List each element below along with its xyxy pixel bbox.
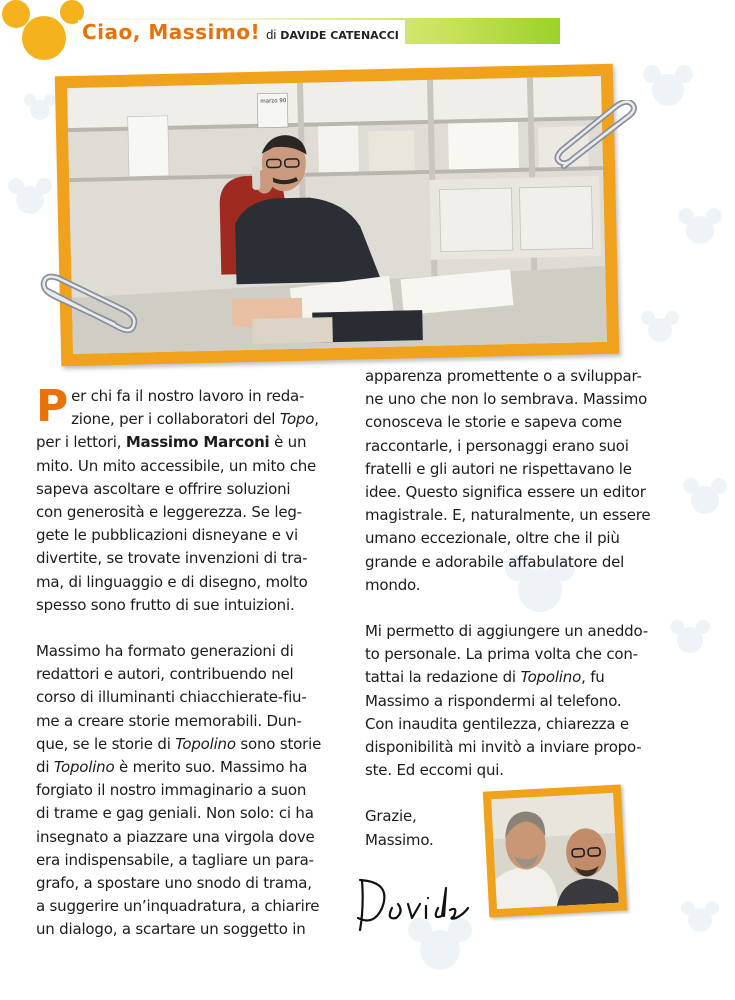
text-line: un dialogo, a scartare un soggetto in — [36, 920, 306, 939]
drop-cap: P — [36, 381, 69, 432]
text-line: forgiato il nostro immaginario a suon — [36, 781, 307, 800]
mickey-logo-icon — [0, 0, 90, 60]
text-line: grafo, a spostare uno snodo di trama, — [36, 874, 312, 893]
byline-prefix: di — [266, 27, 277, 42]
text-line: zione, per i collaboratori del Topo, — [71, 410, 319, 429]
office-photo-illustration — [67, 76, 607, 354]
text-line: idee. Questo significa essere un editor — [365, 483, 646, 502]
text-line: ste. Ed eccomi qui. — [365, 761, 504, 780]
paperclip-left-icon — [38, 272, 138, 342]
portrait-photo-frame — [483, 784, 627, 917]
text-line: Con inaudita gentilezza, chiarezza e — [365, 714, 629, 733]
byline-author: DAVIDE CATENACCI — [280, 29, 399, 42]
calendar-label: marzo 90 — [260, 98, 287, 105]
text-line: magistrale. E, naturalmente, un essere — [365, 506, 651, 525]
text-line: er chi fa il nostro lavoro in reda- — [71, 387, 305, 405]
text-line: ma, di linguaggio e di disegno, molto — [36, 572, 308, 591]
text-line: que, se le storie di Topolino sono storie — [36, 734, 322, 753]
text-line: insegnato a piazzare una virgola dove — [36, 827, 315, 846]
text-line: di trame e gag geniali. Non solo: ci ha — [36, 804, 314, 823]
closing-line: Grazie, — [365, 807, 417, 826]
paragraph — [36, 381, 330, 617]
paragraph — [365, 620, 657, 782]
text-line: to personale. La prima volta che con- — [365, 645, 638, 664]
text-line: apparenza promettente o a sviluppar- — [365, 367, 642, 385]
text-line: con generosità e leggerezza. Se leg- — [36, 503, 302, 522]
text-line: mondo. — [365, 575, 421, 594]
text-line: divertite, se trovate invenzioni di tra- — [36, 549, 308, 568]
signature — [352, 868, 472, 943]
text-line: Massimo a rispondermi al telefono. — [365, 691, 622, 710]
text-line: era indispensabile, a tagliare un para- — [36, 850, 314, 869]
closing-line: Massimo. — [365, 830, 434, 849]
text-line: Massimo ha formato generazioni di — [36, 642, 294, 661]
text-line: per i lettori, Massimo Marconi è un — [36, 433, 307, 452]
portrait-photo-illustration — [491, 793, 619, 909]
text-line: spesso sono frutto di sue intuizioni. — [36, 595, 295, 614]
text-line: fratelli e gli autori ne rispettavano le — [365, 459, 632, 478]
article-title: Ciao, Massimo! — [82, 20, 261, 44]
text-line: grande e adorabile affabulatore del — [365, 552, 625, 571]
text-line: Mi permetto di aggiungere un aneddo- — [365, 622, 648, 641]
portrait-photo — [491, 793, 619, 909]
article-left-column — [36, 381, 330, 965]
text-line: di Topolino è merito suo. Massimo ha — [36, 758, 308, 777]
text-line: redattori e autori, contribuendo nel — [36, 665, 294, 684]
text-line: disponibilità mi invitò a inviare propo- — [365, 738, 642, 757]
paragraph — [365, 365, 657, 597]
text-line: a suggerire un’inquadratura, a chiarire — [36, 897, 320, 916]
text-line: mito. Un mito accessibile, un mito che — [36, 456, 317, 475]
text-line: tattai la redazione di Topolino, fu — [365, 668, 605, 687]
text-line: conosceva le storie e sapeva come — [365, 413, 622, 432]
text-line: raccontarle, i personaggi erano suoi — [365, 436, 629, 455]
paragraph — [36, 640, 330, 942]
paperclip-top-icon — [548, 100, 644, 178]
text-line: corso di illuminanti chiacchierate-fiu- — [36, 688, 307, 707]
header-title-box — [78, 20, 405, 44]
highlight-name: Massimo Marconi — [125, 433, 270, 452]
text-line: ne uno che non lo sembrava. Massimo — [365, 390, 648, 409]
text-line: gete le pubblicazioni disneyane e vi — [36, 526, 298, 545]
text-line: sapeva ascoltare e offrire soluzioni — [36, 479, 291, 498]
main-photo-frame — [55, 64, 619, 367]
main-photo — [67, 76, 607, 354]
text-line: umano eccezionale, oltre che il più — [365, 529, 620, 548]
text-line: me a creare storie memorabili. Dun- — [36, 711, 302, 730]
